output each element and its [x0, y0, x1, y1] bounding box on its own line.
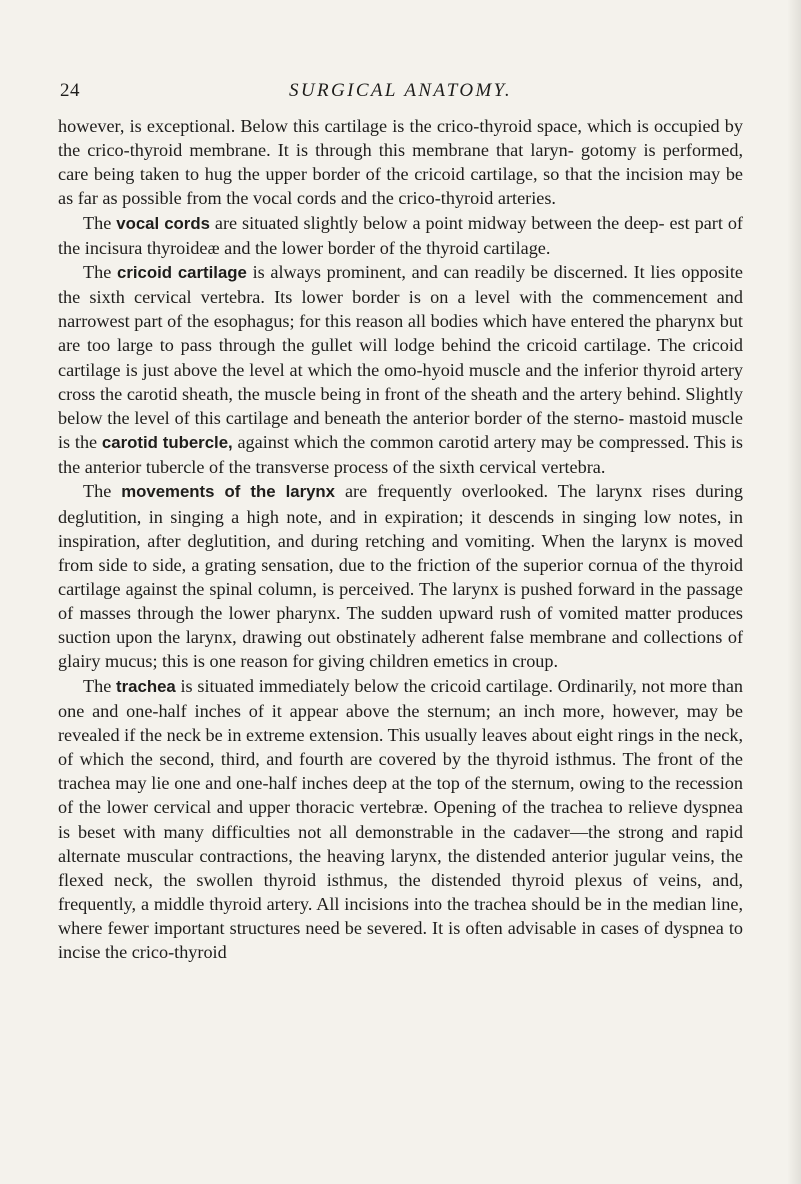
paragraph-text-mid: is always prominent, and can readily be discerned. It lies opposite the sixth cervical vertebra. Its lower border is on a level with the commencement and narrowest part of the esophagus; for this reason all bodies which have entered the pharynx but are too large to pass through the gullet will lodge behind the cricoid cartilage. The cricoid cartilage is just above the level at which the omo-hyoid muscle and the inferior thyroid artery cross the carotid sheath, the muscle being in front of the sheath and the artery behind. Slightly below the level of this cartilage and beneath the anterior border of the sterno- mastoid muscle is the	[58, 261, 743, 453]
paragraph-cricoid-cartilage	[58, 260, 743, 479]
body-text	[58, 114, 743, 964]
paragraph-larynx-movements	[58, 479, 743, 673]
running-title: SURGICAL ANATOMY.	[288, 80, 513, 101]
keyword-movements-of-larynx: movements of the larynx	[121, 482, 336, 502]
paragraph-text-pre: The	[83, 212, 117, 233]
paragraph-text-pre: The	[83, 675, 117, 696]
paragraph-continuation	[58, 114, 743, 211]
paragraph-text-pre: The	[83, 481, 122, 502]
paragraph-text-post: are frequently overlooked. The larynx rises during deglutition, in singing a high note, and in expiration; it descends in singing low notes, in inspiration, after deglutition, and during retching and vomiting. When the larynx is moved from side to side, a grating sensation, due to the friction of the superior cornua of the thyroid cartilage against the spinal column, is perceived. The larynx is pushed forward in the passage of masses through the lower pharynx. The sudden upward rush of vomited matter produces suction upon the larynx, drawing out obstinately adherent false membrane and collections of glairy mucus; this is one reason for giving children emetics in croup.	[58, 481, 743, 672]
paragraph-text-pre: The	[83, 261, 117, 282]
keyword-carotid-tubercle: carotid tubercle,	[101, 433, 233, 453]
page-header	[58, 80, 743, 106]
paragraph-text: however, is exceptional. Below this cartilage is the crico-thyroid space, which is occupied by the crico-thyroid membrane. It is through this membrane that laryn- gotomy is performed, care being taken to hug the upper border of the cricoid cartilage, so that the incision may be as far as possible from the vocal cords and the crico-thyroid arteries.	[58, 116, 743, 209]
paragraph-text-post: are situated slightly below a point midway between the deep- est part of the incisura thyroideæ and the lower border of the thyroid cartilage.	[58, 212, 743, 258]
page-number: 24	[60, 80, 80, 101]
page-edge-shadow	[787, 0, 801, 1184]
paragraph-text-post: against which the common carotid artery may be compressed. This is the anterior tubercle of the transverse process of the sixth cervical vertebra.	[58, 432, 743, 478]
paragraph-text-post: is situated immediately below the cricoid cartilage. Ordinarily, not more than one and one-half inches of it appear above the sternum; an inch more, however, may be revealed if the neck be in extreme extension. This usually leaves about eight rings in the neck, of which the second, third, and fourth are covered by the thyroid isthmus. The front of the trachea may lie one and one-half inches deep at the top of the sternum, owing to the recession of the lower cervical and upper thoracic vertebræ. Opening of the trachea to relieve dyspnea is beset with many difficulties not all demonstrable in the cadaver—the strong and rapid alternate muscular contractions, the heaving larynx, the distended anterior jugular veins, the flexed neck, the swollen thyroid isthmus, the distended thyroid plexus of veins, and, frequently, a middle thyroid artery. All incisions into the trachea should be in the median line, where fewer important structures need be severed. It is often advisable in cases of dyspnea to incise the crico-thyroid	[58, 675, 743, 963]
keyword-cricoid-cartilage: cricoid cartilage	[116, 262, 247, 282]
keyword-trachea: trachea	[116, 676, 176, 696]
keyword-vocal-cords: vocal cords	[116, 213, 210, 233]
paragraph-vocal-cords	[58, 211, 743, 260]
paragraph-trachea	[58, 674, 743, 965]
